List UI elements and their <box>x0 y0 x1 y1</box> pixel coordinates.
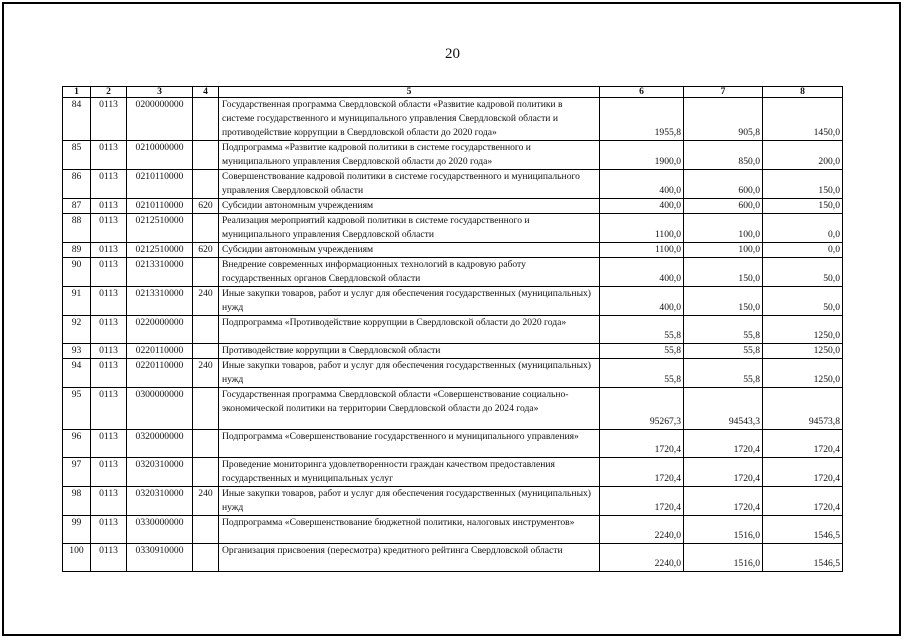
amount-col-8: 94573,8 <box>763 388 843 430</box>
row-number: 99 <box>63 516 91 544</box>
amount-col-8: 1250,0 <box>763 316 843 344</box>
amount-col-7: 905,8 <box>684 98 763 141</box>
table-row <box>63 430 843 458</box>
item-name: Иные закупки товаров, работ и услуг для обеспечения государственных (муниципальных) нужд <box>219 359 600 388</box>
section-code: 0113 <box>91 388 127 430</box>
amount-col-6: 400,0 <box>600 258 684 287</box>
section-code: 0113 <box>91 287 127 316</box>
item-name: Субсидии автономным учреждениям <box>219 199 600 214</box>
row-number: 98 <box>63 487 91 516</box>
table-row <box>63 141 843 170</box>
row-number: 88 <box>63 214 91 243</box>
item-name: Субсидии автономным учреждениям <box>219 243 600 258</box>
target-article-code: 0220110000 <box>127 359 193 388</box>
amount-col-7: 100,0 <box>684 214 763 243</box>
target-article-code: 0212510000 <box>127 243 193 258</box>
table-row <box>63 344 843 359</box>
row-number: 95 <box>63 388 91 430</box>
target-article-code: 0200000000 <box>127 98 193 141</box>
amount-col-7: 100,0 <box>684 243 763 258</box>
amount-col-8: 1720,4 <box>763 487 843 516</box>
section-code: 0113 <box>91 458 127 487</box>
item-name: Внедрение современных информационных технологий в кадровую работу государственных органов Свердловской области <box>219 258 600 287</box>
amount-col-8: 1720,4 <box>763 430 843 458</box>
section-code: 0113 <box>91 243 127 258</box>
amount-col-7: 600,0 <box>684 199 763 214</box>
row-number: 100 <box>63 544 91 572</box>
amount-col-8: 150,0 <box>763 170 843 199</box>
amount-col-8: 150,0 <box>763 199 843 214</box>
amount-col-7: 1720,4 <box>684 487 763 516</box>
amount-col-8: 1546,5 <box>763 516 843 544</box>
table-row <box>63 516 843 544</box>
amount-col-8: 0,0 <box>763 214 843 243</box>
row-number: 92 <box>63 316 91 344</box>
item-name: Реализация мероприятий кадровой политики в системе государственного и муниципального управления Свердловской области <box>219 214 600 243</box>
amount-col-7: 1516,0 <box>684 516 763 544</box>
amount-col-8: 50,0 <box>763 258 843 287</box>
amount-col-6: 1720,4 <box>600 458 684 487</box>
item-name: Подпрограмма «Противодействие коррупции в Свердловской области до 2020 года» <box>219 316 600 344</box>
section-code: 0113 <box>91 199 127 214</box>
header-col-4: 4 <box>193 87 219 98</box>
amount-col-6: 1900,0 <box>600 141 684 170</box>
amount-col-8: 1250,0 <box>763 344 843 359</box>
item-name: Иные закупки товаров, работ и услуг для обеспечения государственных (муниципальных) нужд <box>219 287 600 316</box>
target-article-code: 0213310000 <box>127 287 193 316</box>
section-code: 0113 <box>91 359 127 388</box>
section-code: 0113 <box>91 170 127 199</box>
expense-type-code: 620 <box>193 199 219 214</box>
row-number: 86 <box>63 170 91 199</box>
table-row <box>63 258 843 287</box>
amount-col-7: 55,8 <box>684 316 763 344</box>
table-row <box>63 214 843 243</box>
amount-col-6: 400,0 <box>600 199 684 214</box>
target-article-code: 0300000000 <box>127 388 193 430</box>
table-row <box>63 243 843 258</box>
target-article-code: 0210000000 <box>127 141 193 170</box>
amount-col-7: 150,0 <box>684 258 763 287</box>
target-article-code: 0210110000 <box>127 199 193 214</box>
amount-col-8: 1546,5 <box>763 544 843 572</box>
table-row <box>63 316 843 344</box>
section-code: 0113 <box>91 544 127 572</box>
amount-col-6: 95267,3 <box>600 388 684 430</box>
amount-col-7: 55,8 <box>684 344 763 359</box>
amount-col-8: 1250,0 <box>763 359 843 388</box>
amount-col-6: 400,0 <box>600 170 684 199</box>
amount-col-7: 150,0 <box>684 287 763 316</box>
amount-col-7: 55,8 <box>684 359 763 388</box>
section-code: 0113 <box>91 141 127 170</box>
item-name: Проведение мониторинга удовлетворенности граждан качеством предоставления государственных и муниципальных услуг <box>219 458 600 487</box>
header-col-3: 3 <box>127 87 193 98</box>
amount-col-8: 50,0 <box>763 287 843 316</box>
expense-type-code <box>193 141 219 170</box>
amount-col-6: 55,8 <box>600 359 684 388</box>
section-code: 0113 <box>91 344 127 359</box>
section-code: 0113 <box>91 516 127 544</box>
budget-table <box>62 86 843 572</box>
amount-col-6: 55,8 <box>600 344 684 359</box>
expense-type-code <box>193 98 219 141</box>
target-article-code: 0330000000 <box>127 516 193 544</box>
amount-col-7: 850,0 <box>684 141 763 170</box>
target-article-code: 0220110000 <box>127 344 193 359</box>
section-code: 0113 <box>91 98 127 141</box>
amount-col-7: 600,0 <box>684 170 763 199</box>
section-code: 0113 <box>91 487 127 516</box>
header-col-6: 6 <box>600 87 684 98</box>
target-article-code: 0320000000 <box>127 430 193 458</box>
amount-col-7: 94543,3 <box>684 388 763 430</box>
amount-col-6: 2240,0 <box>600 516 684 544</box>
section-code: 0113 <box>91 214 127 243</box>
header-col-5: 5 <box>219 87 600 98</box>
amount-col-8: 0,0 <box>763 243 843 258</box>
item-name: Противодействие коррупции в Свердловской области <box>219 344 600 359</box>
row-number: 93 <box>63 344 91 359</box>
section-code: 0113 <box>91 258 127 287</box>
row-number: 89 <box>63 243 91 258</box>
table-row <box>63 287 843 316</box>
row-number: 94 <box>63 359 91 388</box>
expense-type-code <box>193 516 219 544</box>
item-name: Государственная программа Свердловской области «Развитие кадровой политики в системе государственного и муниципального управления Свердловской области и противодействие коррупции в Свердловской области до 2020 года» <box>219 98 600 141</box>
row-number: 84 <box>63 98 91 141</box>
amount-col-7: 1516,0 <box>684 544 763 572</box>
header-col-7: 7 <box>684 87 763 98</box>
amount-col-8: 200,0 <box>763 141 843 170</box>
amount-col-7: 1720,4 <box>684 430 763 458</box>
row-number: 91 <box>63 287 91 316</box>
expense-type-code <box>193 388 219 430</box>
expense-type-code <box>193 458 219 487</box>
table-row <box>63 487 843 516</box>
expense-type-code: 240 <box>193 287 219 316</box>
header-col-1: 1 <box>63 87 91 98</box>
row-number: 85 <box>63 141 91 170</box>
header-col-2: 2 <box>91 87 127 98</box>
table-row <box>63 359 843 388</box>
amount-col-8: 1720,4 <box>763 458 843 487</box>
expense-type-code <box>193 344 219 359</box>
target-article-code: 0212510000 <box>127 214 193 243</box>
amount-col-6: 2240,0 <box>600 544 684 572</box>
item-name: Совершенствование кадровой политики в системе государственного и муниципального управления Свердловской области <box>219 170 600 199</box>
amount-col-8: 1450,0 <box>763 98 843 141</box>
target-article-code: 0320310000 <box>127 458 193 487</box>
expense-type-code: 240 <box>193 487 219 516</box>
page-number: 20 <box>445 46 460 62</box>
table-row <box>63 199 843 214</box>
expense-type-code <box>193 214 219 243</box>
expense-type-code <box>193 258 219 287</box>
target-article-code: 0210110000 <box>127 170 193 199</box>
expense-type-code <box>193 430 219 458</box>
expense-type-code: 240 <box>193 359 219 388</box>
table-row <box>63 544 843 572</box>
amount-col-6: 1720,4 <box>600 430 684 458</box>
row-number: 87 <box>63 199 91 214</box>
section-code: 0113 <box>91 316 127 344</box>
expense-type-code <box>193 316 219 344</box>
item-name: Подпрограмма «Совершенствование бюджетной политики, налоговых инструментов» <box>219 516 600 544</box>
table-header-row <box>63 87 843 98</box>
row-number: 96 <box>63 430 91 458</box>
row-number: 97 <box>63 458 91 487</box>
target-article-code: 0220000000 <box>127 316 193 344</box>
item-name: Подпрограмма «Развитие кадровой политики в системе государственного и муниципального управления Свердловской области до 2020 года» <box>219 141 600 170</box>
section-code: 0113 <box>91 430 127 458</box>
expense-type-code <box>193 544 219 572</box>
target-article-code: 0213310000 <box>127 258 193 287</box>
target-article-code: 0330910000 <box>127 544 193 572</box>
table-row <box>63 388 843 430</box>
table-row <box>63 458 843 487</box>
item-name: Иные закупки товаров, работ и услуг для обеспечения государственных (муниципальных) нужд <box>219 487 600 516</box>
item-name: Подпрограмма «Совершенствование государственного и муниципального управления» <box>219 430 600 458</box>
amount-col-6: 1100,0 <box>600 243 684 258</box>
expense-type-code <box>193 170 219 199</box>
amount-col-6: 55,8 <box>600 316 684 344</box>
expense-type-code: 620 <box>193 243 219 258</box>
amount-col-6: 1955,8 <box>600 98 684 141</box>
table-row <box>63 98 843 141</box>
target-article-code: 0320310000 <box>127 487 193 516</box>
row-number: 90 <box>63 258 91 287</box>
amount-col-6: 1720,4 <box>600 487 684 516</box>
table-row <box>63 170 843 199</box>
item-name: Организация присвоения (пересмотра) кредитного рейтинга Свердловской области <box>219 544 600 572</box>
amount-col-7: 1720,4 <box>684 458 763 487</box>
header-col-8: 8 <box>763 87 843 98</box>
amount-col-6: 400,0 <box>600 287 684 316</box>
item-name: Государственная программа Свердловской области «Совершенствование социально-экономической политики на территории Свердловской области до 2024 года» <box>219 388 600 430</box>
amount-col-6: 1100,0 <box>600 214 684 243</box>
